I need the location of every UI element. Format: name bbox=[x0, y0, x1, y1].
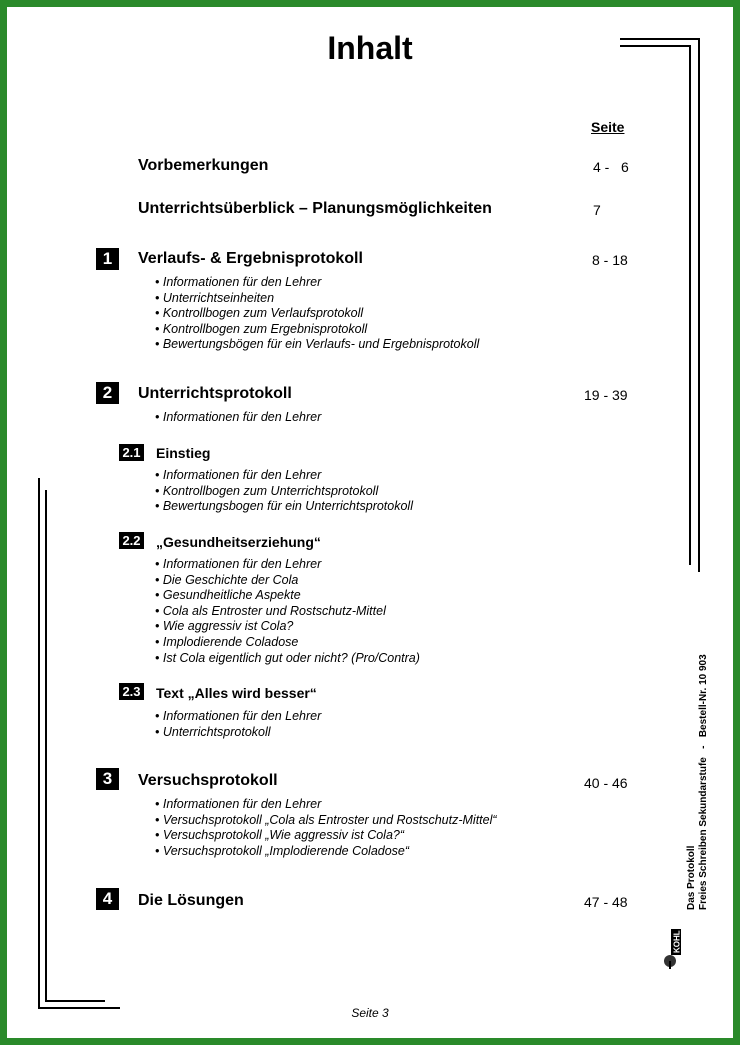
bullet-item: • Informationen für den Lehrer bbox=[155, 797, 322, 811]
chapter-number-badge: 4 bbox=[96, 888, 119, 910]
section-2-3-bullet-list bbox=[155, 709, 321, 740]
bullet-item: • Wie aggressiv ist Cola? bbox=[155, 619, 294, 634]
bullet-item: • Informationen für den Lehrer bbox=[155, 410, 322, 424]
chapter-pages: 19 - 39 bbox=[584, 387, 628, 403]
page-title: Inhalt bbox=[327, 30, 413, 66]
section-number-badge: 2.2 bbox=[119, 532, 144, 549]
toc-pages-ueberblick: 7 bbox=[593, 202, 601, 218]
bullet-item: • Cola als Entroster und Rostschutz-Mittel bbox=[155, 603, 386, 618]
bullet-item: • Kontrollbogen zum Verlaufsprotokoll bbox=[155, 306, 364, 321]
bullet-item: • Unterrichtseinheiten bbox=[155, 290, 275, 305]
side-text-bestell: Freies Schreiben Sekundarstufe - Bestell-Nr. 10 903 bbox=[698, 654, 709, 910]
chapter-number-badge: 2 bbox=[96, 382, 119, 404]
frame-right-inner bbox=[689, 45, 691, 565]
chapter-title: Versuchsprotokoll bbox=[138, 772, 278, 789]
bullet-item: • Ist Cola eigentlich gut oder nicht? (Pro/Contra) bbox=[155, 650, 420, 665]
bullet-item: • Bewertungsbogen für ein Unterrichtsprotokoll bbox=[155, 499, 413, 514]
chapter-title: Unterrichtsprotokoll bbox=[138, 385, 292, 402]
toc-entry-ueberblick: Unterrichtsüberblick – Planungsmöglichkeiten bbox=[138, 200, 492, 217]
toc-entry-vorbemerkungen: Vorbemerkungen bbox=[138, 157, 269, 174]
chapter-1-bullet-list bbox=[155, 275, 479, 353]
section-2-1-bullet-list bbox=[155, 468, 413, 515]
chapter-number-badge: 3 bbox=[96, 768, 119, 790]
toc-pages-vorbemerkungen: 4 - 6 bbox=[593, 159, 629, 175]
frame-bottom-left-inner bbox=[45, 1000, 105, 1002]
frame-right-outer bbox=[698, 38, 700, 572]
section-title: Text „Alles wird besser“ bbox=[156, 685, 317, 701]
bullet-item: • Informationen für den Lehrer bbox=[155, 709, 322, 723]
chapter-title: Verlaufs- & Ergebnisprotokoll bbox=[138, 250, 363, 267]
chapter-number-badge: 1 bbox=[96, 248, 119, 270]
bullet-item: • Bewertungsbögen für ein Verlaufs- und Ergebnisprotokoll bbox=[155, 337, 480, 352]
bullet-item: • Versuchsprotokoll „Wie aggressiv ist Cola?“ bbox=[155, 828, 405, 843]
page-footer: Seite 3 bbox=[351, 1006, 389, 1020]
section-title: „Gesundheitserziehung“ bbox=[156, 534, 321, 550]
bullet-item: • Informationen für den Lehrer bbox=[155, 468, 322, 482]
chapter-3-bullet-list bbox=[155, 797, 497, 859]
chapter-2-bullet-list bbox=[155, 410, 321, 426]
page-column-header: Seite bbox=[591, 119, 625, 135]
bullet-item: • Versuchsprotokoll „Implodierende Coladose“ bbox=[155, 843, 410, 858]
chapter-pages: 47 - 48 bbox=[584, 894, 628, 910]
chapter-title: Die Lösungen bbox=[138, 892, 244, 909]
section-number-badge: 2.1 bbox=[119, 444, 144, 461]
side-text-title: Das Protokoll bbox=[686, 845, 697, 910]
frame-left-outer bbox=[38, 478, 40, 1008]
bullet-item: • Versuchsprotokoll „Cola als Entroster und Rostschutz-Mittel“ bbox=[155, 812, 497, 827]
bullet-item: • Gesundheitliche Aspekte bbox=[155, 588, 301, 603]
bullet-item: • Unterrichtsprotokoll bbox=[155, 724, 271, 739]
bullet-item: • Informationen für den Lehrer bbox=[155, 275, 322, 289]
publisher-logo-icon bbox=[660, 915, 696, 970]
section-number-badge: 2.3 bbox=[119, 683, 144, 700]
chapter-pages: 8 - 18 bbox=[592, 252, 628, 268]
bullet-item: • Implodierende Coladose bbox=[155, 634, 299, 649]
bullet-item: • Informationen für den Lehrer bbox=[155, 557, 322, 571]
bullet-item: • Kontrollbogen zum Unterrichtsprotokoll bbox=[155, 483, 379, 498]
frame-left-inner bbox=[45, 490, 47, 1000]
section-2-2-bullet-list bbox=[155, 557, 420, 666]
logo-text: KOHL bbox=[672, 930, 682, 953]
section-title: Einstieg bbox=[156, 445, 211, 461]
bullet-item: • Die Geschichte der Cola bbox=[155, 572, 299, 587]
bullet-item: • Kontrollbogen zum Ergebnisprotokoll bbox=[155, 321, 368, 336]
chapter-pages: 40 - 46 bbox=[584, 775, 628, 791]
